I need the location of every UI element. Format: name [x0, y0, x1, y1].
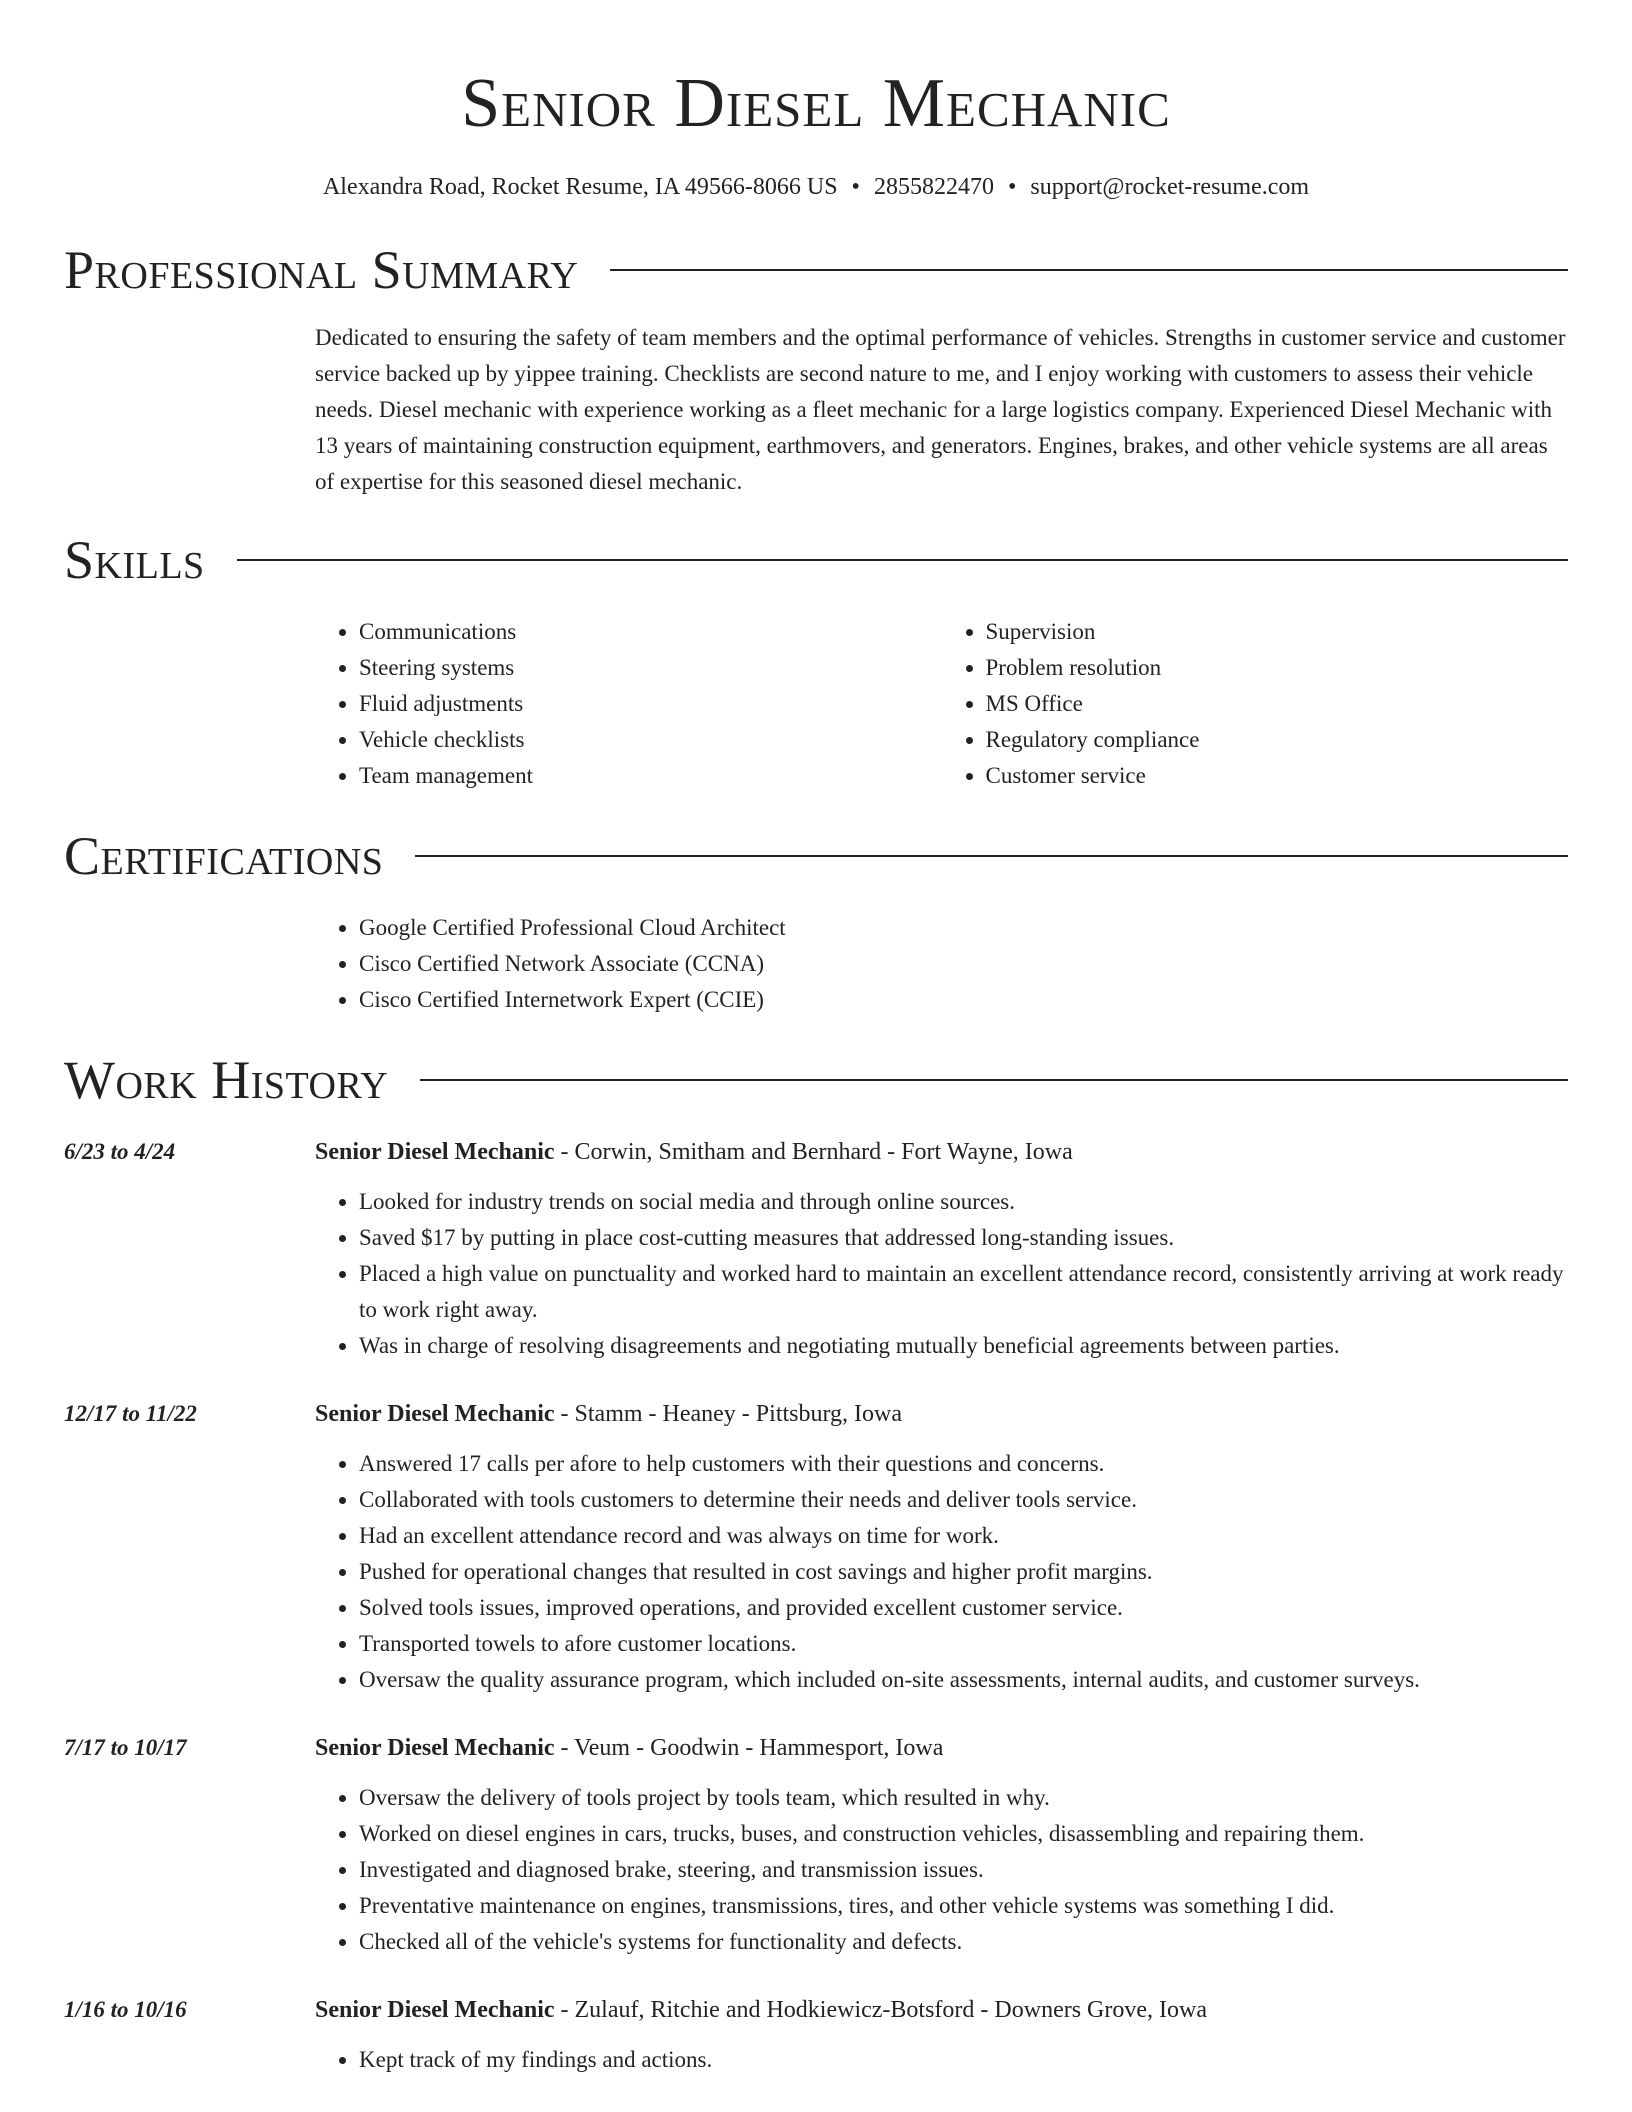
job-bullet: • Saved $17 by putting in place cost-cutting measures that addressed long-standing issues. [359, 1220, 1568, 1256]
job-details [315, 1990, 1568, 2078]
job-bullet: • Answered 17 calls per afore to help customers with their questions and concerns. [359, 1446, 1568, 1482]
job-heading [315, 1990, 1568, 2028]
job-entry [64, 1394, 1568, 1698]
skills-heading: Skills [64, 530, 205, 590]
job-bullet-list [315, 1446, 1568, 1698]
job-bullet-list [315, 1780, 1568, 1960]
job-details [315, 1132, 1568, 1364]
resume-page [64, 0, 1568, 2078]
job-bullet: • Kept track of my findings and actions. [359, 2042, 1568, 2078]
job-entry [64, 1132, 1568, 1364]
skill-item: • Fluid adjustments [359, 686, 942, 722]
skill-item: • Vehicle checklists [359, 722, 942, 758]
resume-name: Senior Diesel Mechanic [461, 65, 1171, 142]
section-divider [237, 559, 1568, 561]
job-heading [315, 1132, 1568, 1170]
summary-heading: Professional Summary [64, 240, 579, 300]
skill-item: • Problem resolution [986, 650, 1569, 686]
work-history-list [64, 1132, 1568, 2078]
skills-right-column [942, 614, 1569, 794]
certifications-section-header [64, 824, 1568, 888]
contact-separator: • [851, 174, 860, 200]
job-bullet: • Oversaw the delivery of tools project by tools team, which resulted in why. [359, 1780, 1568, 1816]
job-bullet-list [315, 2042, 1568, 2078]
job-dates: 6/23 to 4/24 [64, 1139, 176, 1164]
job-heading [315, 1728, 1568, 1766]
job-bullet: • Transported towels to afore customer locations. [359, 1626, 1568, 1662]
skill-item: • Team management [359, 758, 942, 794]
certifications-block [315, 910, 1568, 1018]
job-bullet: • Was in charge of resolving disagreements and negotiating mutually beneficial agreements between parties. [359, 1328, 1568, 1364]
section-divider [415, 855, 1568, 857]
work-history-heading: Work History [64, 1050, 389, 1110]
contact-separator: • [1007, 174, 1017, 200]
job-dates: 1/16 to 10/16 [64, 1997, 187, 2022]
skill-item: • MS Office [986, 686, 1569, 722]
job-entry [64, 1728, 1568, 1960]
job-company-location: - Zulauf, Ritchie and Hodkiewicz-Botsford - Downers Grove, Iowa [554, 1997, 1208, 2023]
job-heading [315, 1394, 1568, 1432]
job-bullet: • Placed a high value on punctuality and worked hard to maintain an excellent attendance record, consistently arriving at work ready to work right away. [359, 1256, 1568, 1328]
job-bullet: • Collaborated with tools customers to determine their needs and deliver tools service. [359, 1482, 1568, 1518]
work-section-header [64, 1048, 1568, 1112]
skill-item: • Steering systems [359, 650, 942, 686]
job-bullet: • Oversaw the quality assurance program, which included on-site assessments, internal audits, and customer surveys. [359, 1662, 1568, 1698]
section-divider [610, 269, 1568, 271]
certifications-heading: Certifications [64, 826, 384, 886]
job-details [315, 1728, 1568, 1960]
skills-grid [315, 614, 1568, 794]
job-title: Senior Diesel Mechanic [315, 1735, 555, 1761]
job-company-location: - Corwin, Smitham and Bernhard - Fort Wayne, Iowa [554, 1139, 1073, 1165]
skills-section-header [64, 528, 1568, 592]
job-company-location: - Veum - Goodwin - Hammesport, Iowa [554, 1735, 944, 1761]
job-dates: 12/17 to 11/22 [64, 1401, 197, 1426]
job-bullet: • Preventative maintenance on engines, transmissions, tires, and other vehicle systems was something I did. [359, 1888, 1568, 1924]
skills-left-column [315, 614, 942, 794]
contact-address: Alexandra Road, Rocket Resume, IA 49566-8066 US [322, 174, 838, 200]
skill-item: • Customer service [986, 758, 1569, 794]
job-bullet: • Worked on diesel engines in cars, trucks, buses, and construction vehicles, disassembling and repairing them. [359, 1816, 1568, 1852]
skill-item: • Supervision [986, 614, 1569, 650]
section-divider [420, 1079, 1568, 1081]
contact-email: support@rocket-resume.com [1030, 174, 1310, 200]
job-bullet: • Looked for industry trends on social media and through online sources. [359, 1184, 1568, 1220]
certification-item: • Cisco Certified Internetwork Expert (CCIE) [359, 982, 1568, 1018]
job-company-location: - Stamm - Heaney - Pittsburg, Iowa [554, 1401, 903, 1427]
skill-item: • Communications [359, 614, 942, 650]
job-bullet: • Pushed for operational changes that resulted in cost savings and higher profit margins. [359, 1554, 1568, 1590]
job-title: Senior Diesel Mechanic [315, 1139, 555, 1165]
job-dates: 7/17 to 10/17 [64, 1735, 187, 1760]
job-bullet: • Solved tools issues, improved operations, and provided excellent customer service. [359, 1590, 1568, 1626]
certifications-list [315, 910, 1568, 1018]
summary-paragraph: Dedicated to ensuring the safety of team members and the optimal performance of vehicles. Strengths in customer service and customer service backed up by yippee training. Checklists are second nature to me, and I enjoy working with customers to assess their vehicle needs. Diesel mechanic with experience working as a fleet mechanic for a large logistics company. Experienced Diesel Mechanic with 13 years of maintaining construction equipment, earthmovers, and generators. Engines, brakes, and other vehicle systems are all areas of expertise for this seasoned diesel mechanic. [315, 325, 1566, 494]
job-bullet-list [315, 1184, 1568, 1364]
job-bullet: • Had an excellent attendance record and was always on time for work. [359, 1518, 1568, 1554]
certification-item: • Google Certified Professional Cloud Architect [359, 910, 1568, 946]
job-bullet: • Investigated and diagnosed brake, steering, and transmission issues. [359, 1852, 1568, 1888]
job-bullet: • Checked all of the vehicle's systems for functionality and defects. [359, 1924, 1568, 1960]
job-entry [64, 1990, 1568, 2078]
contact-phone: 2855822470 [873, 174, 994, 200]
job-details [315, 1394, 1568, 1698]
contact-line [64, 172, 1568, 202]
skill-item: • Regulatory compliance [986, 722, 1569, 758]
job-title: Senior Diesel Mechanic [315, 1401, 555, 1427]
job-title: Senior Diesel Mechanic [315, 1997, 555, 2023]
certification-item: • Cisco Certified Network Associate (CCNA) [359, 946, 1568, 982]
summary-section-header [64, 238, 1568, 302]
